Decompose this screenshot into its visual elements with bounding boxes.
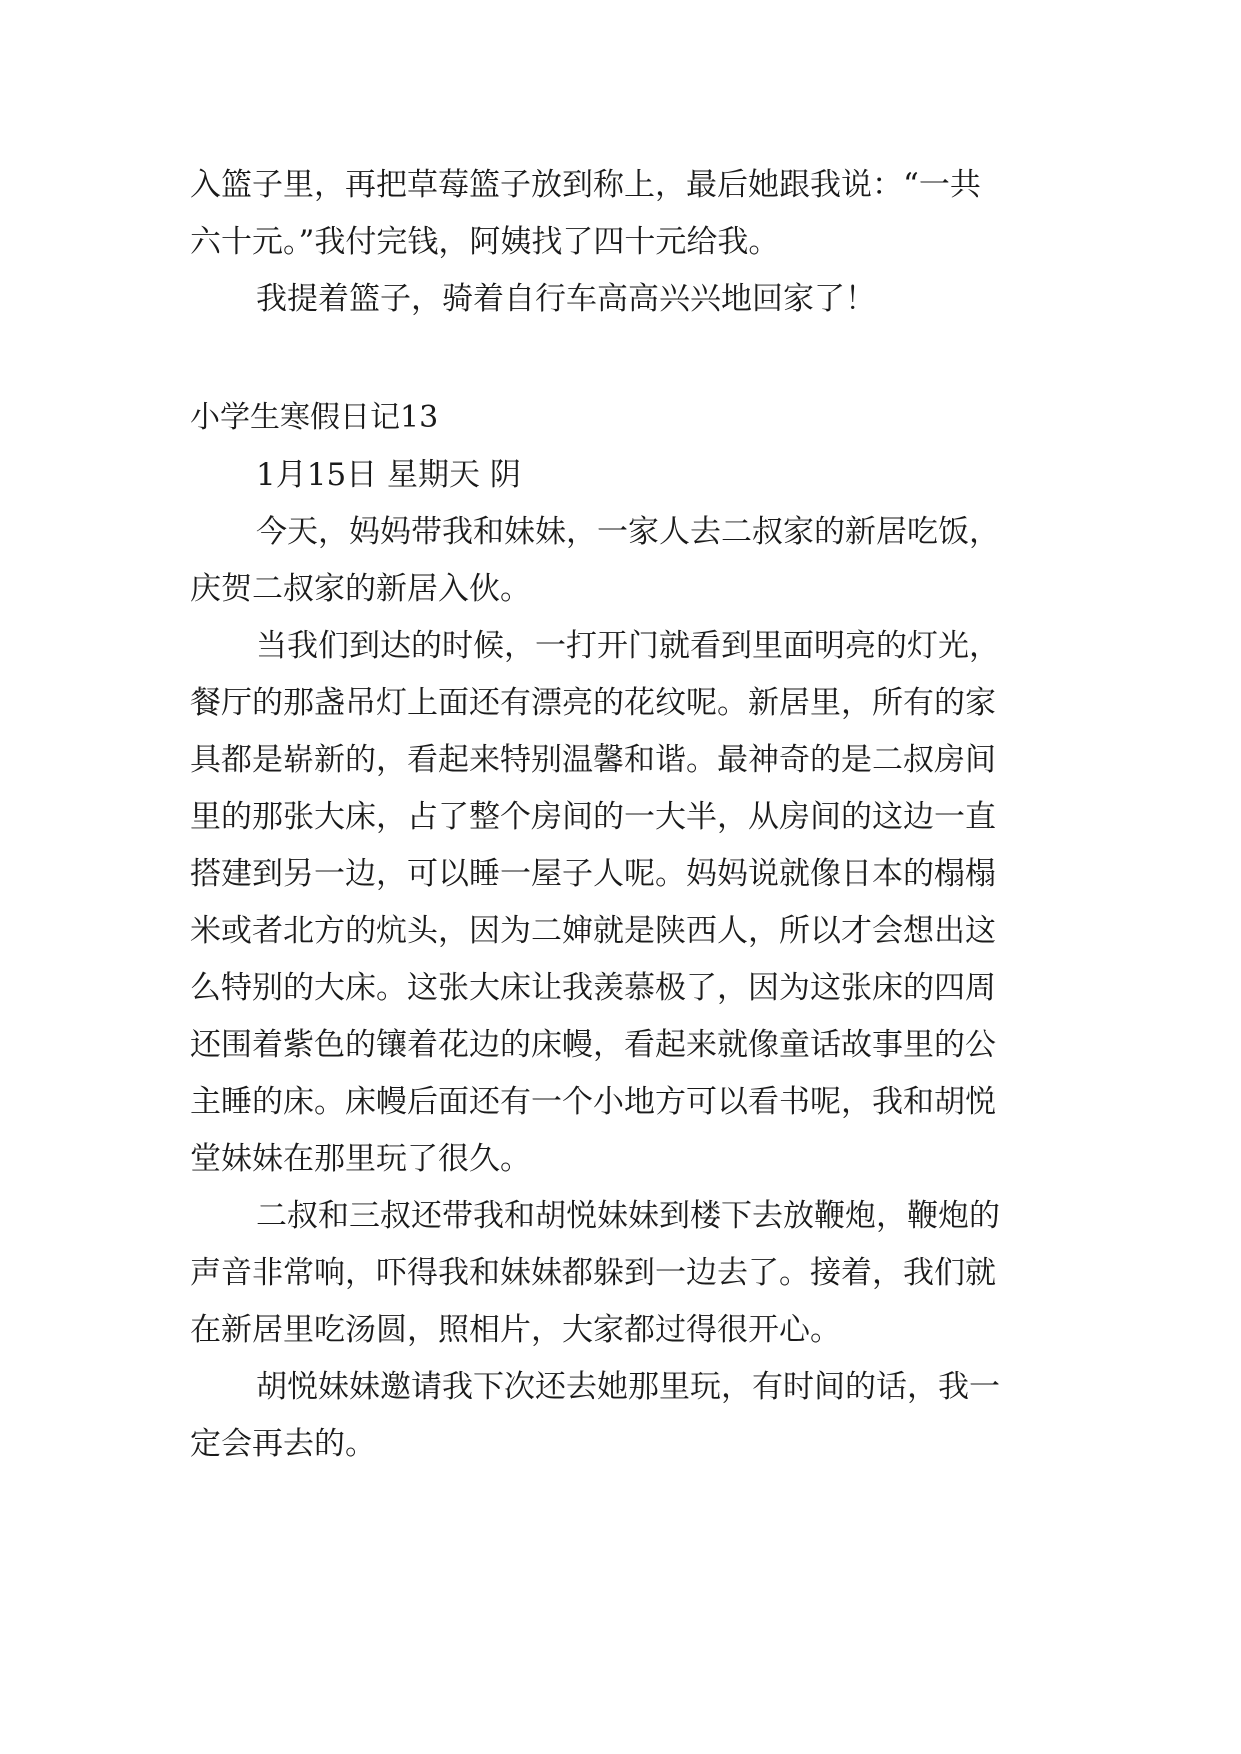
paragraph-line: 搭建到另一边，可以睡一屋子人呢。妈妈说就像日本的榻榻: [190, 856, 996, 892]
paragraph-line: 胡悦妹妹邀请我下次还去她那里玩，有时间的话，我一: [256, 1369, 1000, 1405]
paragraph-line: 里的那张大床，占了整个房间的一大半，从房间的这边一直: [190, 799, 996, 835]
paragraph-line: 么特别的大床。这张大床让我羡慕极了，因为这张床的四周: [190, 970, 996, 1006]
paragraph-line: 堂妹妹在那里玩了很久。: [190, 1141, 531, 1177]
paragraph-line: 二叔和三叔还带我和胡悦妹妹到楼下去放鞭炮，鞭炮的: [256, 1198, 1000, 1234]
paragraph-line: 声音非常响，吓得我和妹妹都躲到一边去了。接着，我们就: [190, 1255, 996, 1291]
paragraph-line: 餐厅的那盏吊灯上面还有漂亮的花纹呢。新居里，所有的家: [190, 685, 996, 721]
date-line: 1月15日 星期天 阴: [256, 457, 521, 493]
paragraph-line: 今天，妈妈带我和妹妹，一家人去二叔家的新居吃饭，: [256, 514, 1000, 550]
section-title: 小学生寒假日记13: [190, 400, 439, 435]
paragraph-line: 主睡的床。床幔后面还有一个小地方可以看书呢，我和胡悦: [190, 1084, 996, 1120]
paragraph-line: 还围着紫色的镶着花边的床幔，看起来就像童话故事里的公: [190, 1027, 996, 1063]
paragraph-line: 在新居里吃汤圆，照相片，大家都过得很开心。: [190, 1312, 841, 1348]
paragraph-line: 定会再去的。: [190, 1426, 376, 1462]
paragraph-line: 米或者北方的炕头，因为二婶就是陕西人，所以才会想出这: [190, 913, 996, 949]
paragraph-line: 我提着篮子，骑着自行车高高兴兴地回家了！: [256, 281, 876, 317]
paragraph-line: 入篮子里，再把草莓篮子放到称上，最后她跟我说：“一共: [190, 167, 981, 203]
paragraph-line: 当我们到达的时候，一打开门就看到里面明亮的灯光，: [256, 628, 1000, 664]
paragraph-line: 六十元。”我付完钱，阿姨找了四十元给我。: [190, 224, 780, 260]
paragraph-line: 具都是崭新的，看起来特别温馨和谐。最神奇的是二叔房间: [190, 742, 996, 778]
paragraph-line: 庆贺二叔家的新居入伙。: [190, 571, 531, 607]
